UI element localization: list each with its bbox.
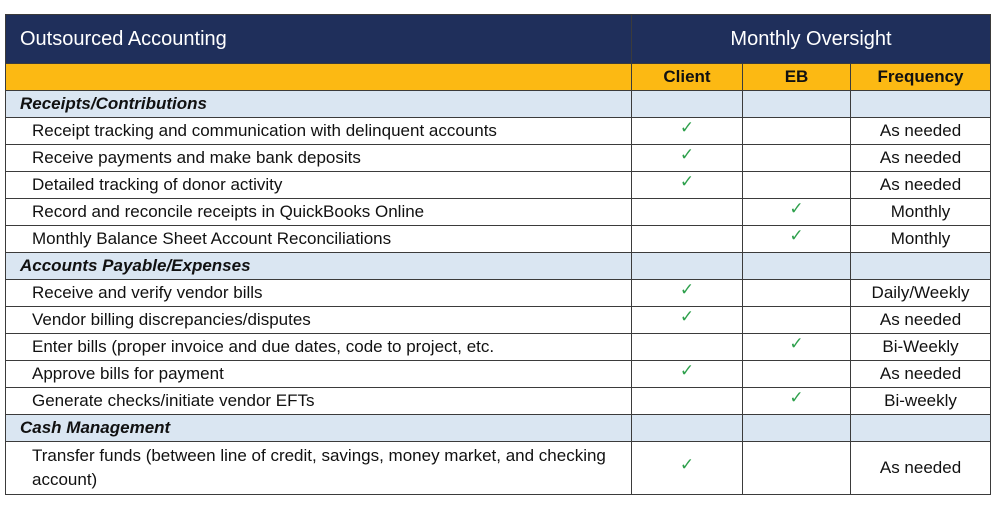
frequency-cell: As needed <box>851 361 991 388</box>
task-cell: Record and reconcile receipts in QuickBooks Online <box>6 199 632 226</box>
eb-cell <box>743 442 851 495</box>
task-cell: Generate checks/initiate vendor EFTs <box>6 388 632 415</box>
task-cell: Vendor billing discrepancies/disputes <box>6 307 632 334</box>
responsibility-table <box>5 14 991 495</box>
checkmark-icon: ✓ <box>789 388 804 407</box>
frequency-cell: As needed <box>851 145 991 172</box>
category-blank-cell <box>743 415 851 442</box>
subheader-row <box>6 64 991 91</box>
client-cell <box>632 307 743 334</box>
checkmark-icon: ✓ <box>679 455 695 474</box>
client-cell <box>632 442 743 495</box>
client-cell <box>632 280 743 307</box>
checkmark-icon: ✓ <box>789 199 804 218</box>
client-cell <box>632 226 743 253</box>
category-blank-cell <box>632 415 743 442</box>
checkmark-icon: ✓ <box>679 145 695 164</box>
table-row <box>6 226 991 253</box>
checkmark-icon: ✓ <box>679 172 695 191</box>
frequency-cell: Monthly <box>851 226 991 253</box>
eb-cell <box>743 199 851 226</box>
header-row <box>6 15 991 64</box>
client-cell <box>632 199 743 226</box>
table-row <box>6 199 991 226</box>
oversight-header: Monthly Oversight <box>632 15 991 64</box>
task-cell: Approve bills for payment <box>6 361 632 388</box>
checkmark-icon: ✓ <box>679 361 695 380</box>
category-row-accounts-payable-expenses <box>6 253 991 280</box>
task-cell: Receive and verify vendor bills <box>6 280 632 307</box>
checkmark-icon: ✓ <box>679 307 695 326</box>
column-header-eb: EB <box>743 64 851 91</box>
checkmark-icon: ✓ <box>789 226 804 245</box>
table-row <box>6 334 991 361</box>
column-header-client: Client <box>632 64 743 91</box>
frequency-cell: As needed <box>851 172 991 199</box>
checkmark-icon: ✓ <box>679 280 695 299</box>
category-row-receipts-contributions <box>6 91 991 118</box>
subheader-blank <box>6 64 632 91</box>
category-blank-cell <box>743 253 851 280</box>
task-cell: Monthly Balance Sheet Account Reconciliations <box>6 226 632 253</box>
task-cell: Receive payments and make bank deposits <box>6 145 632 172</box>
column-header-frequency: Frequency <box>851 64 991 91</box>
frequency-cell: As needed <box>851 307 991 334</box>
table-row <box>6 145 991 172</box>
category-blank-cell <box>851 253 991 280</box>
table-row <box>6 307 991 334</box>
frequency-cell: Daily/Weekly <box>851 280 991 307</box>
checkmark-icon: ✓ <box>679 118 695 137</box>
client-cell <box>632 334 743 361</box>
eb-cell <box>743 361 851 388</box>
category-label: Accounts Payable/Expenses <box>6 253 632 280</box>
category-row-cash-management <box>6 415 991 442</box>
frequency-cell: Bi-weekly <box>851 388 991 415</box>
table-row <box>6 172 991 199</box>
eb-cell <box>743 280 851 307</box>
eb-cell <box>743 118 851 145</box>
eb-cell <box>743 172 851 199</box>
category-blank-cell <box>851 415 991 442</box>
table-title: Outsourced Accounting <box>6 15 632 64</box>
frequency-cell: Bi-Weekly <box>851 334 991 361</box>
frequency-cell: Monthly <box>851 199 991 226</box>
client-cell <box>632 145 743 172</box>
task-cell: Transfer funds (between line of credit, savings, money market, and checking account) <box>6 442 632 495</box>
task-cell: Enter bills (proper invoice and due dates, code to project, etc. <box>6 334 632 361</box>
task-cell: Detailed tracking of donor activity <box>6 172 632 199</box>
frequency-cell: As needed <box>851 118 991 145</box>
category-label: Cash Management <box>6 415 632 442</box>
checkmark-icon: ✓ <box>789 334 804 353</box>
table-row <box>6 118 991 145</box>
client-cell <box>632 172 743 199</box>
eb-cell <box>743 307 851 334</box>
frequency-cell: As needed <box>851 442 991 495</box>
eb-cell <box>743 388 851 415</box>
eb-cell <box>743 334 851 361</box>
table-row <box>6 280 991 307</box>
eb-cell <box>743 226 851 253</box>
eb-cell <box>743 145 851 172</box>
table-row <box>6 442 991 495</box>
task-cell: Receipt tracking and communication with delinquent accounts <box>6 118 632 145</box>
table-row <box>6 388 991 415</box>
table-row <box>6 361 991 388</box>
category-blank-cell <box>632 91 743 118</box>
client-cell <box>632 361 743 388</box>
category-blank-cell <box>851 91 991 118</box>
category-label: Receipts/Contributions <box>6 91 632 118</box>
client-cell <box>632 388 743 415</box>
category-blank-cell <box>632 253 743 280</box>
client-cell <box>632 118 743 145</box>
category-blank-cell <box>743 91 851 118</box>
